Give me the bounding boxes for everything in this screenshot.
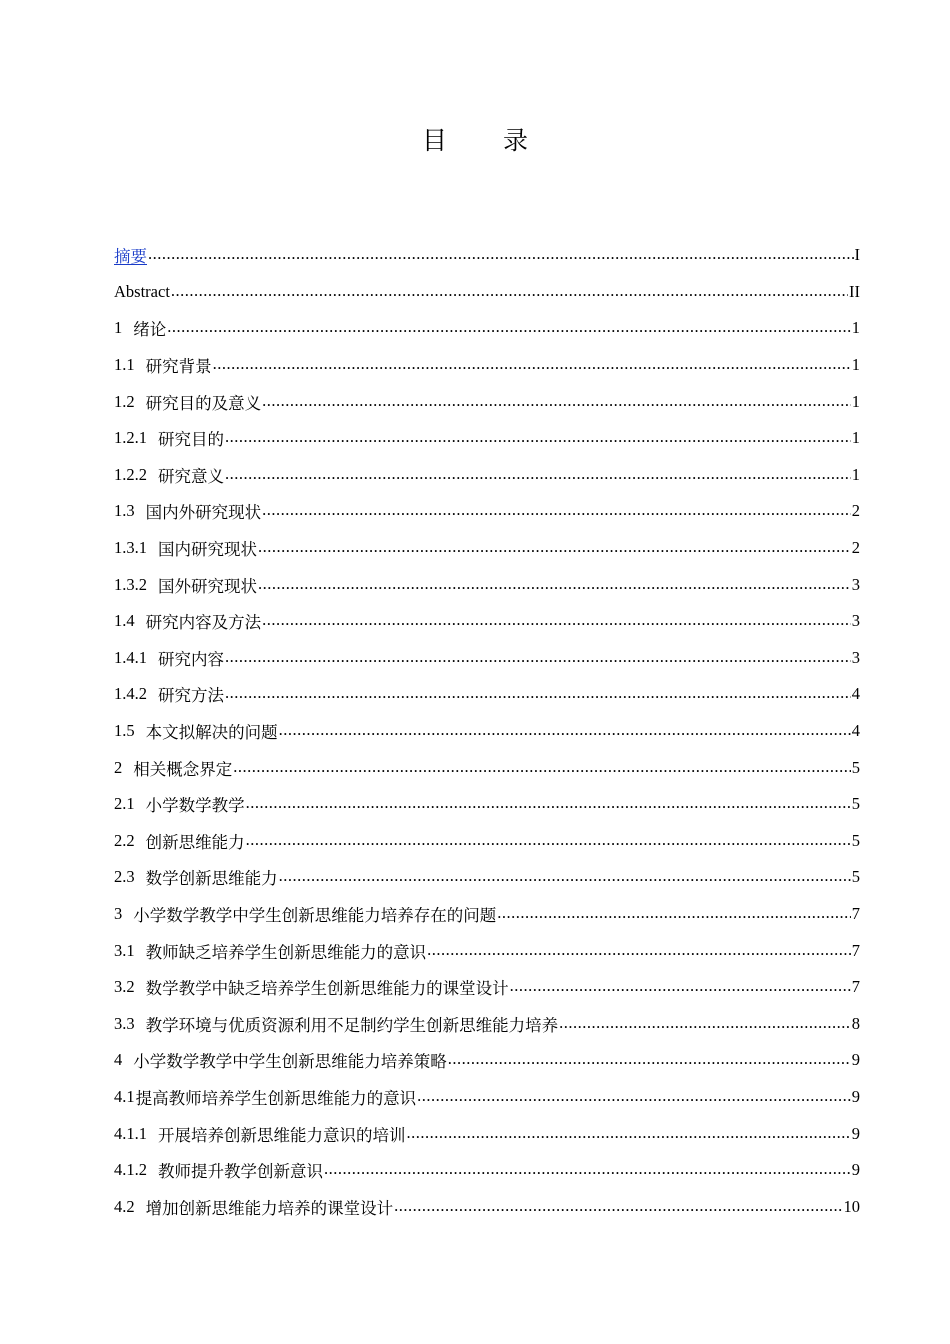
- toc-entry[interactable]: [114, 676, 860, 713]
- toc-page-number: 9: [851, 1086, 860, 1106]
- toc-dot-leader: [246, 830, 851, 850]
- toc-entry-number: 3: [114, 903, 123, 923]
- toc-dot-leader: [246, 793, 851, 813]
- toc-entry[interactable]: [114, 274, 860, 311]
- toc-entry[interactable]: [114, 566, 860, 603]
- toc-entry-number: 1.4: [114, 611, 135, 631]
- toc-entry-title: 小学数学教学: [145, 796, 245, 816]
- toc-entry-title: 国内外研究现状: [145, 503, 262, 523]
- toc-entry[interactable]: [114, 1188, 860, 1225]
- toc-entry-number: 1.3.1: [114, 538, 147, 558]
- toc-dot-leader: [148, 244, 854, 264]
- toc-page-number: 3: [851, 611, 860, 631]
- toc-entry-title: 相关概念界定: [133, 759, 233, 779]
- toc-page-number: 1: [851, 391, 860, 411]
- toc-page-number: 1: [851, 355, 860, 375]
- toc-dot-leader: [225, 464, 851, 484]
- toc-page-number: 2: [851, 538, 860, 558]
- toc-entry-title: 研究目的: [158, 430, 224, 450]
- toc-entry-title: 数学教学中缺乏培养学生创新思维能力的课堂设计: [145, 979, 509, 999]
- toc-page-number: 3: [851, 574, 860, 594]
- toc-entry[interactable]: [114, 640, 860, 677]
- toc-entry[interactable]: [114, 1042, 860, 1079]
- toc-entry-number: 4.2: [114, 1196, 135, 1216]
- toc-entry[interactable]: [114, 896, 860, 933]
- toc-entry-title: 提高教师培养学生创新思维能力的意识: [135, 1088, 417, 1108]
- toc-page-number: 10: [843, 1196, 860, 1216]
- toc-entry-number: 3.2: [114, 977, 135, 997]
- toc-entry[interactable]: [114, 786, 860, 823]
- toc-entry[interactable]: [114, 1115, 860, 1152]
- toc-entry-number: 1.4.2: [114, 684, 147, 704]
- toc-page-number: 1: [851, 318, 860, 338]
- toc-dot-leader: [262, 391, 851, 411]
- toc-page-number: 5: [851, 757, 860, 777]
- toc-dot-leader: [258, 537, 851, 557]
- toc-dot-leader: [171, 281, 848, 301]
- toc-entry[interactable]: [114, 859, 860, 896]
- toc-page-number: 9: [851, 1123, 860, 1143]
- toc-dot-leader: [497, 903, 851, 923]
- toc-entry-number: 1.2.1: [114, 428, 147, 448]
- toc-dot-leader: [279, 720, 851, 740]
- page-title: 目 录: [422, 126, 552, 155]
- toc-entry[interactable]: [114, 347, 860, 384]
- toc-entry[interactable]: [114, 749, 860, 786]
- toc-page-number: 1: [851, 464, 860, 484]
- toc-page-number: 5: [851, 794, 860, 814]
- toc-dot-leader: [167, 317, 851, 337]
- toc-entry[interactable]: [114, 530, 860, 567]
- toc-entry-title: 研究目的及意义: [145, 393, 262, 413]
- toc-entry[interactable]: [114, 932, 860, 969]
- toc-page-number: 7: [851, 977, 860, 997]
- toc-page-number: 7: [851, 903, 860, 923]
- toc-entry-title: 小学数学教学中学生创新思维能力培养存在的问题: [133, 905, 497, 925]
- toc-entry[interactable]: [114, 603, 860, 640]
- toc-entry[interactable]: [114, 1152, 860, 1189]
- toc-entry[interactable]: [114, 1005, 860, 1042]
- toc-entry-number: 2.3: [114, 867, 135, 887]
- toc-page-number: 5: [851, 830, 860, 850]
- toc-entry-number: 1.2: [114, 391, 135, 411]
- toc-dot-leader: [510, 976, 851, 996]
- toc-entry-title: 创新思维能力: [145, 832, 245, 852]
- toc-entry-title: Abstract: [114, 281, 170, 301]
- toc-dot-leader: [225, 427, 851, 447]
- toc-entry-number: 3.1: [114, 940, 135, 960]
- toc-page-number: 9: [851, 1050, 860, 1070]
- toc-entry-number: 2.2: [114, 830, 135, 850]
- toc-dot-leader: [262, 610, 851, 630]
- toc-dot-leader: [225, 647, 851, 667]
- toc-page-number: 2: [851, 501, 860, 521]
- toc-entry-title: 本文拟解决的问题: [145, 723, 278, 743]
- toc-entry[interactable]: [114, 310, 860, 347]
- toc-entry-title: 教学环境与优质资源利用不足制约学生创新思维能力培养: [145, 1015, 559, 1035]
- toc-page-number: 7: [851, 940, 860, 960]
- toc-entry[interactable]: [114, 823, 860, 860]
- toc-page-number: I: [854, 245, 860, 265]
- toc-entry[interactable]: [114, 383, 860, 420]
- toc-dot-leader: [233, 757, 851, 777]
- toc-entry-number: 1.2.2: [114, 464, 147, 484]
- toc-dot-leader: [394, 1196, 842, 1216]
- toc-entry-number: 2.1: [114, 794, 135, 814]
- toc-entry-title: 研究内容: [158, 649, 224, 669]
- toc-entry[interactable]: [114, 713, 860, 750]
- toc-entry-title: 数学创新思维能力: [145, 869, 278, 889]
- toc-entry[interactable]: [114, 457, 860, 494]
- toc-entry-number: 3.3: [114, 1013, 135, 1033]
- toc-page-number: 1: [851, 428, 860, 448]
- toc-entry-title: 国内研究现状: [158, 540, 257, 560]
- toc-entry-number: 1.3: [114, 501, 135, 521]
- toc-dot-leader: [559, 1013, 851, 1033]
- toc-dot-leader: [262, 500, 851, 520]
- toc-entry[interactable]: [114, 420, 860, 457]
- table-of-contents: [114, 237, 860, 1225]
- toc-entry[interactable]: [114, 969, 860, 1006]
- toc-entry-number: 4.1.1: [114, 1123, 147, 1143]
- toc-dot-leader: [448, 1049, 851, 1069]
- toc-page-number: 4: [851, 684, 860, 704]
- toc-entry-number: 1.1: [114, 355, 135, 375]
- toc-dot-leader: [213, 354, 851, 374]
- toc-entry-number: 1.3.2: [114, 574, 147, 594]
- toc-dot-leader: [407, 1123, 851, 1143]
- toc-entry-title: 国外研究现状: [158, 576, 257, 596]
- toc-entry[interactable]: [114, 237, 860, 274]
- toc-entry-title: 小学数学教学中学生创新思维能力培养策略: [133, 1052, 447, 1072]
- toc-entry-title: 增加创新思维能力培养的课堂设计: [145, 1198, 394, 1218]
- toc-entry-number: 2: [114, 757, 123, 777]
- toc-dot-leader: [417, 1086, 851, 1106]
- toc-entry-number: 4: [114, 1050, 123, 1070]
- toc-dot-leader: [324, 1159, 851, 1179]
- toc-entry-number: 1: [114, 318, 123, 338]
- toc-entry[interactable]: [114, 493, 860, 530]
- toc-page-number: 4: [851, 721, 860, 741]
- toc-page-number: 3: [851, 647, 860, 667]
- toc-entry-link[interactable]: 摘要: [114, 247, 147, 267]
- toc-entry-title: 研究内容及方法: [145, 613, 262, 633]
- toc-page-number: 5: [851, 867, 860, 887]
- toc-entry-title: 开展培养创新思维能力意识的培训: [158, 1125, 406, 1145]
- toc-entry-title: 教师提升教学创新意识: [158, 1162, 323, 1182]
- toc-entry-number: 1.4.1: [114, 647, 147, 667]
- toc-page-number: 9: [851, 1160, 860, 1180]
- toc-entry-title: 研究背景: [145, 357, 212, 377]
- toc-dot-leader: [279, 866, 851, 886]
- toc-entry-number: 1.5: [114, 721, 135, 741]
- toc-page-number: II: [849, 281, 860, 301]
- toc-entry-title: 研究方法: [158, 686, 224, 706]
- toc-dot-leader: [427, 940, 851, 960]
- toc-entry-number: 4.1: [114, 1086, 135, 1106]
- toc-entry[interactable]: [114, 1079, 860, 1116]
- toc-entry-title: 研究意义: [158, 466, 224, 486]
- toc-dot-leader: [258, 574, 851, 594]
- toc-page-number: 8: [851, 1013, 860, 1033]
- toc-entry-title: 绪论: [133, 320, 167, 340]
- toc-dot-leader: [225, 683, 851, 703]
- toc-entry-title: 教师缺乏培养学生创新思维能力的意识: [145, 942, 427, 962]
- toc-entry-number: 4.1.2: [114, 1160, 147, 1180]
